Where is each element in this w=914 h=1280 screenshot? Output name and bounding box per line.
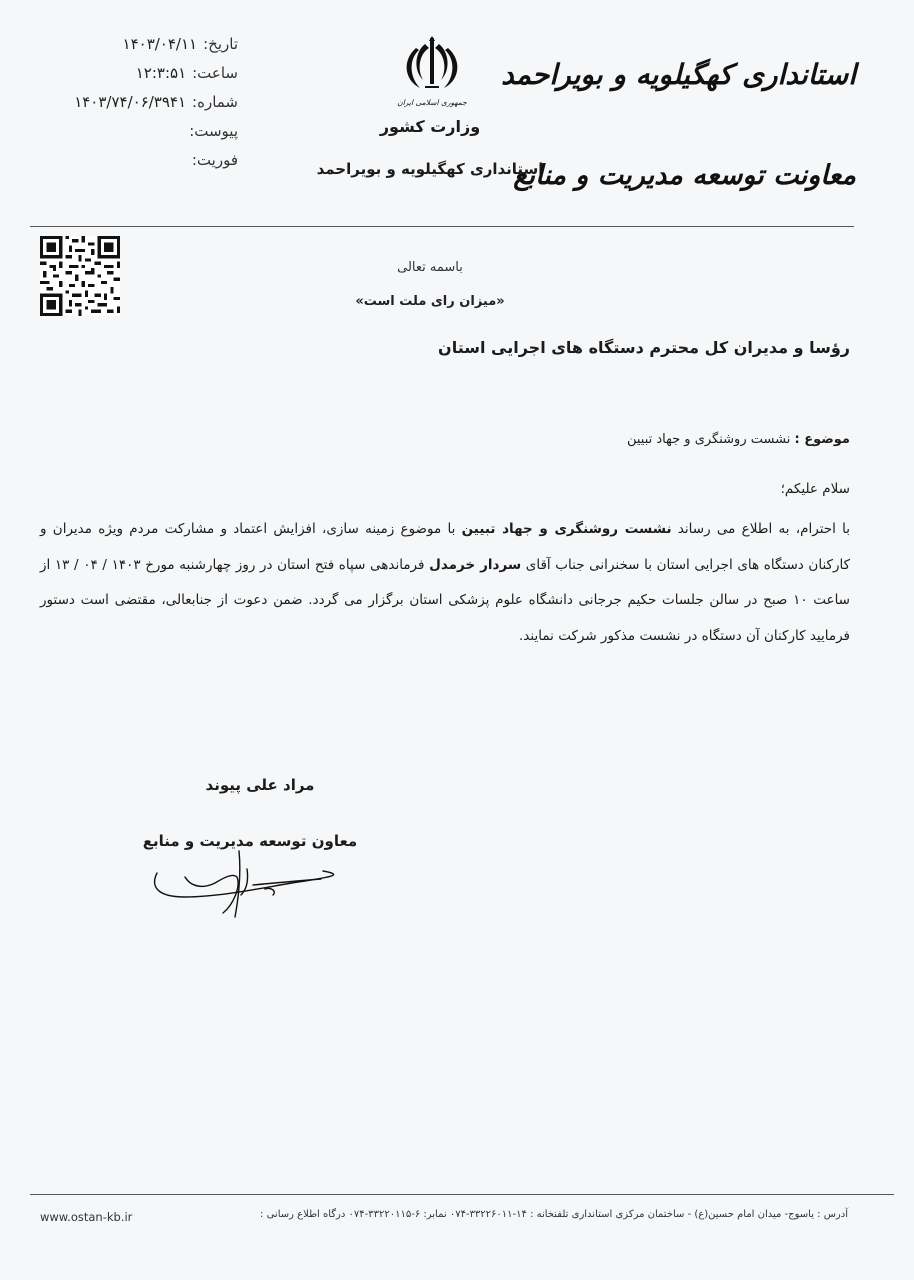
letterhead-deputy: معاونت توسعه مدیریت و منابع [513,160,856,191]
body-bold-speaker: سردار خرمدل [429,556,522,573]
time-label: ساعت: [192,64,238,82]
greeting-line: سلام علیکم؛ [780,481,850,497]
emblem-caption: جمهوری اسلامی ایران [397,98,467,107]
number-value: ۱۴۰۳/۷۴/۰۶/۳۹۴۱ [74,93,187,111]
attachment-label: پیوست: [189,122,238,140]
motto-line: «میزان رای ملت است» [355,294,505,309]
letterhead-governorate: استانداری کهگیلویه و بویراحمد [501,58,856,91]
handwritten-signature-icon [145,825,375,920]
letter-meta [38,30,238,175]
subject-text: نشست روشنگری و جهاد تبیین [626,432,791,447]
subject-label: موضوع : [794,432,850,447]
body-bold-event: نشست روشنگری و جهاد تبیین [461,521,672,537]
qr-code-icon [40,236,120,316]
date-label: تاریخ: [203,35,238,53]
subject-line [627,432,850,447]
number-label: شماره: [192,93,238,111]
signatory-title: معاون توسعه مدیریت و منابع [142,832,358,850]
date-value: ۱۴۰۳/۰۴/۱۱ [122,35,198,53]
attachment-row [38,117,238,146]
body-text-3: فرماندهی سپاه فتح استان در روز چهارشنبه مورخ ۱۴۰۳ / ۰۴ / ۱۳ از ساعت ۱۰ صبح در سالن جلسات حکیم جرجانی دانشگاه علوم پزشکی استان برگزار می گردد. ضمن دعوت از جنابعالی، مقتضی است دستور فرمایید کارکنان آن دستگاه در نشست مذکور شرکت نمایند. [40,556,850,644]
urgency-row [38,146,238,175]
bismillah-heading: باسمه تعالی [397,260,463,275]
addressee-line: رؤسا و مدیران کل محترم دستگاه های اجرایی استان [438,338,850,357]
time-row [38,59,238,88]
date-row [38,30,238,59]
number-row [38,88,238,117]
body-text-1: با احترام، به اطلاع می رساند [677,521,851,537]
governorate-title: استانداری کهگیلویه و بویراحمد [316,160,544,178]
iran-emblem-icon [392,30,472,110]
footer-website-link[interactable]: www.ostan-kb.ir [40,1210,133,1224]
ministry-title: وزارت کشور [379,117,481,136]
footer-address: آدرس : یاسوج- میدان امام حسین(ع) - ساختمان مرکزی استانداری تلفنخانه : ۱۴-۳۳۲۲۶۰۱۱-۰۷۴ نمابر: ۶-۳۳۲۲۰۱۱۵-۰۷۴ درگاه اطلاع رسانی : [260,1209,848,1220]
body-text-2: با موضوع زمینه سازی، افزایش اعتماد و مشارکت مردم ویژه مدیران و کارکنان دستگاه های اجرایی استان با سخنرانی جناب آقای [40,521,851,573]
time-value: ۱۲:۳:۵۱ [135,64,187,82]
urgency-label: فوریت: [191,151,238,169]
signatory-name: مراد علی پیوند [205,776,315,794]
letter-body [40,512,850,654]
footer-divider [30,1194,894,1195]
header-divider [30,226,854,227]
